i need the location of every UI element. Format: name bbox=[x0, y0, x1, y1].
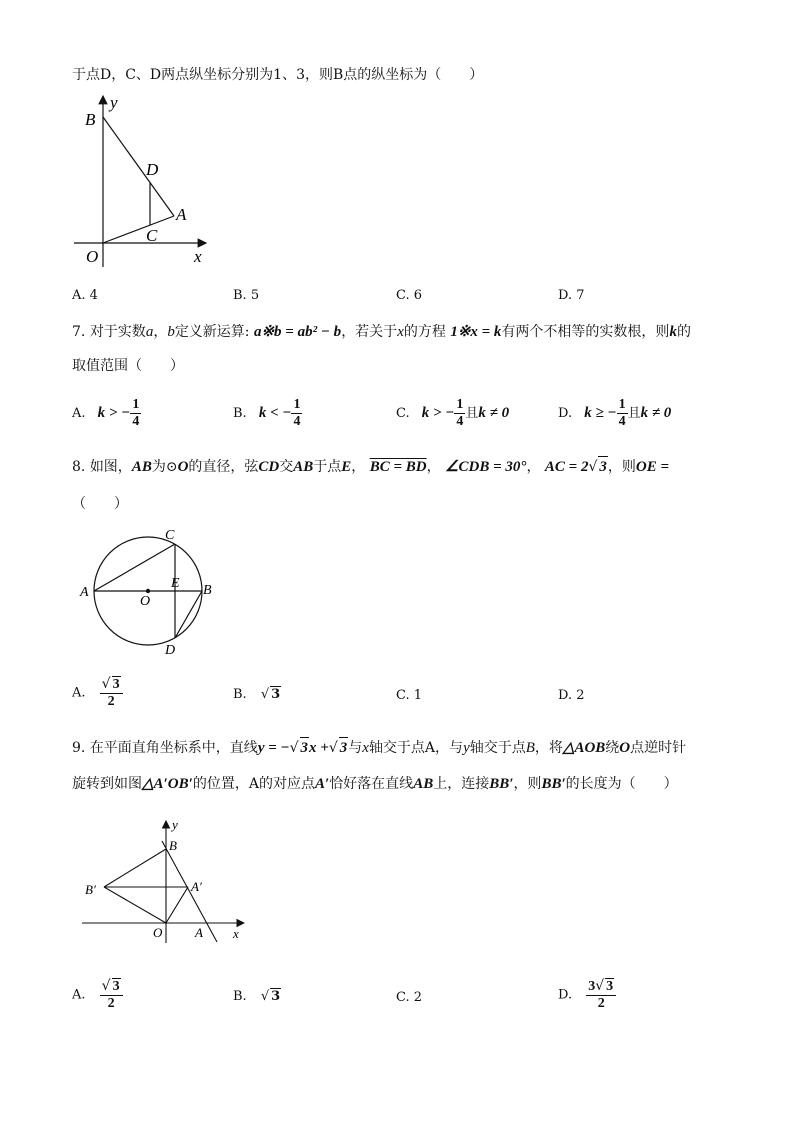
q8-arcs: BC = BD bbox=[369, 459, 427, 475]
q9-option-label: B. bbox=[233, 989, 247, 1004]
q8-stem-line2: （ ） bbox=[72, 496, 128, 512]
q8-root-sign: √ bbox=[260, 687, 270, 702]
q7-option-label: A. bbox=[72, 406, 86, 421]
q7-option-extra: k ≠ 0 bbox=[478, 405, 510, 421]
q9-line-eq2: x + bbox=[309, 740, 329, 756]
q7-fraction-den: 4 bbox=[132, 414, 140, 429]
q7-fraction-num: 1 bbox=[132, 397, 140, 412]
q7-fraction bbox=[617, 397, 628, 430]
q8-fraction-root: 3 bbox=[112, 677, 120, 692]
q8-option-label: C. bbox=[396, 688, 410, 703]
q7-option-ineq: k < − bbox=[258, 405, 292, 421]
q9-bb: BB′ bbox=[489, 776, 514, 792]
q7-text: 的方程 bbox=[403, 324, 446, 340]
q9-tri: △AOB bbox=[562, 740, 606, 756]
q9-root-sign: √ bbox=[328, 740, 338, 756]
q7-equation: 1※x = k bbox=[450, 324, 502, 340]
q8-ac: AC = 2 bbox=[544, 459, 589, 475]
q8-text: ，则 bbox=[607, 459, 636, 475]
q8-angle: ∠CDB = 30° bbox=[445, 459, 527, 475]
q6-option-c[interactable]: C. 6 bbox=[396, 288, 423, 303]
q7-fraction-den: 4 bbox=[293, 414, 301, 429]
q9-stem-line2 bbox=[72, 774, 678, 794]
q8-stem-line1 bbox=[72, 456, 669, 477]
q9-label-B1: B′ bbox=[85, 882, 96, 897]
q9-stem-line1 bbox=[72, 737, 686, 758]
q8-fraction bbox=[100, 676, 123, 710]
q7-fraction-den: 4 bbox=[618, 414, 626, 429]
q7-number: 7. bbox=[72, 324, 86, 340]
q8-option-value: 2 bbox=[576, 688, 585, 703]
q9-number: 9. bbox=[72, 740, 86, 756]
q9-label-x: x bbox=[233, 926, 239, 941]
q7-text: 有两个不相等的实数根，则 bbox=[501, 324, 670, 340]
q8-text: ， bbox=[351, 459, 366, 475]
q9-option-value: 2 bbox=[413, 990, 423, 1005]
q9-label-A1: A′ bbox=[191, 879, 202, 894]
q9-option-d[interactable] bbox=[558, 978, 616, 1012]
q8-number: 8. bbox=[72, 459, 86, 475]
q9-line-root2: 3 bbox=[339, 737, 349, 758]
q8-label-C: C bbox=[165, 528, 175, 543]
q8-ac-root: 3 bbox=[598, 456, 608, 477]
q7-fraction bbox=[130, 397, 141, 430]
q9-text: 上，连接 bbox=[433, 776, 490, 792]
q7-fraction-den: 4 bbox=[456, 414, 464, 429]
q8-text: 为⊙ bbox=[151, 459, 178, 475]
q8-cd: CD bbox=[258, 459, 280, 475]
q8-text: 如图， bbox=[89, 459, 132, 475]
q9-text: ，将 bbox=[534, 740, 563, 756]
q8-seg-AC bbox=[94, 544, 175, 591]
q8-label-B: B bbox=[203, 583, 212, 598]
q7-text: 的 bbox=[676, 324, 691, 340]
q9-text: ，则 bbox=[513, 776, 542, 792]
q6-label-O: O bbox=[86, 247, 99, 266]
q7-text: 对于实数 bbox=[89, 324, 146, 340]
q8-label-E: E bbox=[171, 576, 180, 591]
q7-option-label: D. bbox=[558, 406, 573, 421]
q8-center-dot bbox=[146, 589, 150, 593]
q8-option-root: 3 bbox=[271, 687, 281, 702]
q7-option-and: 且 bbox=[627, 406, 641, 421]
q9-fraction-den: 2 bbox=[107, 996, 115, 1011]
q9-option-b[interactable] bbox=[233, 988, 281, 1004]
q6-stem-text: 于点D，C、D两点纵坐标分别为1、3，则B点的纵坐标为（ ） bbox=[72, 67, 484, 83]
q7-text: 定义新运算: bbox=[174, 324, 250, 340]
q8-option-label: B. bbox=[233, 687, 247, 702]
q7-fraction-num: 1 bbox=[618, 397, 626, 412]
q7-text: ， bbox=[153, 324, 168, 340]
q7-fraction-num: 1 bbox=[293, 397, 301, 412]
q9-fraction-den: 2 bbox=[597, 996, 605, 1011]
q7-text: ，若关于 bbox=[341, 324, 398, 340]
q7-option-and: 且 bbox=[465, 406, 479, 421]
q9-root-sign: √ bbox=[260, 989, 270, 1004]
q8-ab: AB bbox=[131, 459, 152, 475]
q9-text: 在平面直角坐标系中，直线 bbox=[89, 740, 258, 756]
q7-fraction bbox=[454, 397, 465, 430]
q8-option-d[interactable] bbox=[558, 688, 585, 703]
q8-text: ， bbox=[426, 459, 441, 475]
q8-option-value: 1 bbox=[413, 688, 423, 703]
q9-fraction-num: √ 3 bbox=[100, 978, 123, 996]
q7-option-ineq: k > − bbox=[421, 405, 455, 421]
q6-label-y: y bbox=[110, 93, 118, 112]
q7-var-b: b bbox=[167, 324, 175, 340]
q9-line-AB bbox=[162, 841, 217, 942]
q9-label-A: A bbox=[195, 925, 203, 940]
q9-bb2: BB′ bbox=[541, 776, 566, 792]
q9-x: x bbox=[362, 740, 369, 756]
q9-text: 轴交于点A，与 bbox=[368, 740, 464, 756]
q8-option-label: A. bbox=[72, 685, 86, 701]
q8-label-O: O bbox=[140, 594, 151, 609]
q7-option-b[interactable] bbox=[233, 397, 302, 430]
q8-text: 交 bbox=[279, 459, 294, 475]
q9-option-label: C. bbox=[396, 990, 410, 1005]
q8-figure bbox=[76, 525, 221, 660]
q9-option-c[interactable] bbox=[396, 990, 422, 1005]
q9-fraction-root: 3 bbox=[112, 979, 120, 994]
q9-a1: A′ bbox=[314, 776, 330, 792]
q9-line-root: 3 bbox=[300, 737, 310, 758]
q6-label-B: B bbox=[85, 110, 96, 129]
q7-definition: a※b = ab² − b bbox=[253, 324, 342, 340]
q6-stem bbox=[72, 65, 483, 85]
q7-fraction-num: 1 bbox=[456, 397, 464, 412]
q9-option-label: A. bbox=[72, 987, 86, 1003]
q7-fraction bbox=[291, 397, 302, 430]
q9-text: 的位置，A的对应点 bbox=[192, 776, 315, 792]
q9-label-B: B bbox=[169, 838, 177, 853]
q9-fraction-coef: 3 bbox=[588, 979, 596, 994]
q9-fraction bbox=[100, 978, 123, 1012]
q7-option-d[interactable] bbox=[558, 397, 671, 430]
q9-option-root: 3 bbox=[271, 989, 281, 1004]
q8-option-label: D. bbox=[558, 688, 573, 703]
q7-option-ineq: k ≥ − bbox=[584, 405, 617, 421]
q6-option-a[interactable]: A. 4 bbox=[72, 288, 98, 303]
q8-option-b[interactable] bbox=[233, 686, 281, 702]
q8-o: O bbox=[177, 459, 189, 475]
q6-label-x: x bbox=[194, 247, 202, 266]
q8-label-A: A bbox=[80, 585, 89, 600]
q8-fraction-den: 2 bbox=[107, 694, 115, 709]
q7-option-extra: k ≠ 0 bbox=[640, 405, 672, 421]
q7-var-x: x bbox=[397, 324, 404, 340]
q6-label-A: A bbox=[176, 205, 187, 224]
q9-tri2: △A′OB′ bbox=[142, 776, 193, 792]
q6-label-C: C bbox=[146, 226, 158, 245]
q6-option-b[interactable]: B. 5 bbox=[233, 288, 260, 303]
q9-seg-OA1 bbox=[166, 887, 188, 923]
q8-root-sign: √ bbox=[588, 459, 598, 475]
q6-seg-OA bbox=[103, 216, 174, 243]
q6-seg-BA bbox=[103, 117, 174, 216]
q7-option-a[interactable] bbox=[72, 397, 141, 430]
q8-seg-BD bbox=[175, 591, 202, 638]
q9-label-O: O bbox=[153, 925, 163, 940]
q8-oe: OE = bbox=[635, 459, 670, 475]
q9-option-label: D. bbox=[558, 987, 573, 1003]
q8-ab2: AB bbox=[293, 459, 314, 475]
q9-figure bbox=[78, 815, 253, 945]
q7-var-k: k bbox=[669, 324, 677, 340]
q9-ab: AB bbox=[413, 776, 434, 792]
q6-label-D: D bbox=[146, 160, 159, 179]
q7-option-label: C. bbox=[396, 406, 410, 421]
q9-fraction-num: 3√ 3 bbox=[586, 978, 616, 996]
q9-seg-B1O bbox=[104, 887, 166, 923]
q9-text: 轴交于点 bbox=[469, 740, 526, 756]
q9-text: 绕 bbox=[605, 740, 620, 756]
q9-fraction-root: 3 bbox=[606, 979, 614, 994]
q7-stem-line1 bbox=[72, 322, 691, 342]
q7-var-a: a bbox=[145, 324, 154, 340]
q8-label-D: D bbox=[165, 643, 176, 658]
q9-seg-B1B bbox=[104, 849, 166, 887]
q8-text: 于点 bbox=[313, 459, 342, 475]
q9-text: 与 bbox=[348, 740, 363, 756]
q7-option-c[interactable] bbox=[396, 397, 509, 430]
q9-o: O bbox=[619, 740, 631, 756]
q9-y: y bbox=[463, 740, 470, 756]
q8-text: 的直径，弦 bbox=[188, 459, 259, 475]
q9-text: 点逆时针 bbox=[630, 740, 687, 756]
q7-stem-line2: 取值范围（ ） bbox=[72, 358, 184, 374]
q9-label-y: y bbox=[172, 817, 178, 832]
q8-option-c[interactable] bbox=[396, 688, 422, 703]
q7-option-label: B. bbox=[233, 406, 247, 421]
q9-option-a[interactable] bbox=[72, 978, 123, 1012]
q9-text: 旋转到如图 bbox=[72, 776, 142, 792]
q9-text: 的长度为（ ） bbox=[565, 776, 678, 792]
q9-fraction bbox=[586, 978, 616, 1012]
q6-option-d[interactable]: D. 7 bbox=[558, 288, 585, 303]
q8-option-a[interactable] bbox=[72, 676, 123, 710]
q8-e: E bbox=[341, 459, 352, 475]
q9-root-sign: √ bbox=[289, 740, 299, 756]
q8-text: ， bbox=[526, 459, 541, 475]
q6-figure bbox=[70, 92, 220, 267]
q9-text: 恰好落在直线 bbox=[329, 776, 414, 792]
q7-option-ineq: k > − bbox=[97, 405, 131, 421]
q9-line-eq: y = − bbox=[257, 740, 290, 756]
q8-fraction-num: √ 3 bbox=[100, 676, 123, 694]
q9-b: B bbox=[525, 740, 535, 756]
